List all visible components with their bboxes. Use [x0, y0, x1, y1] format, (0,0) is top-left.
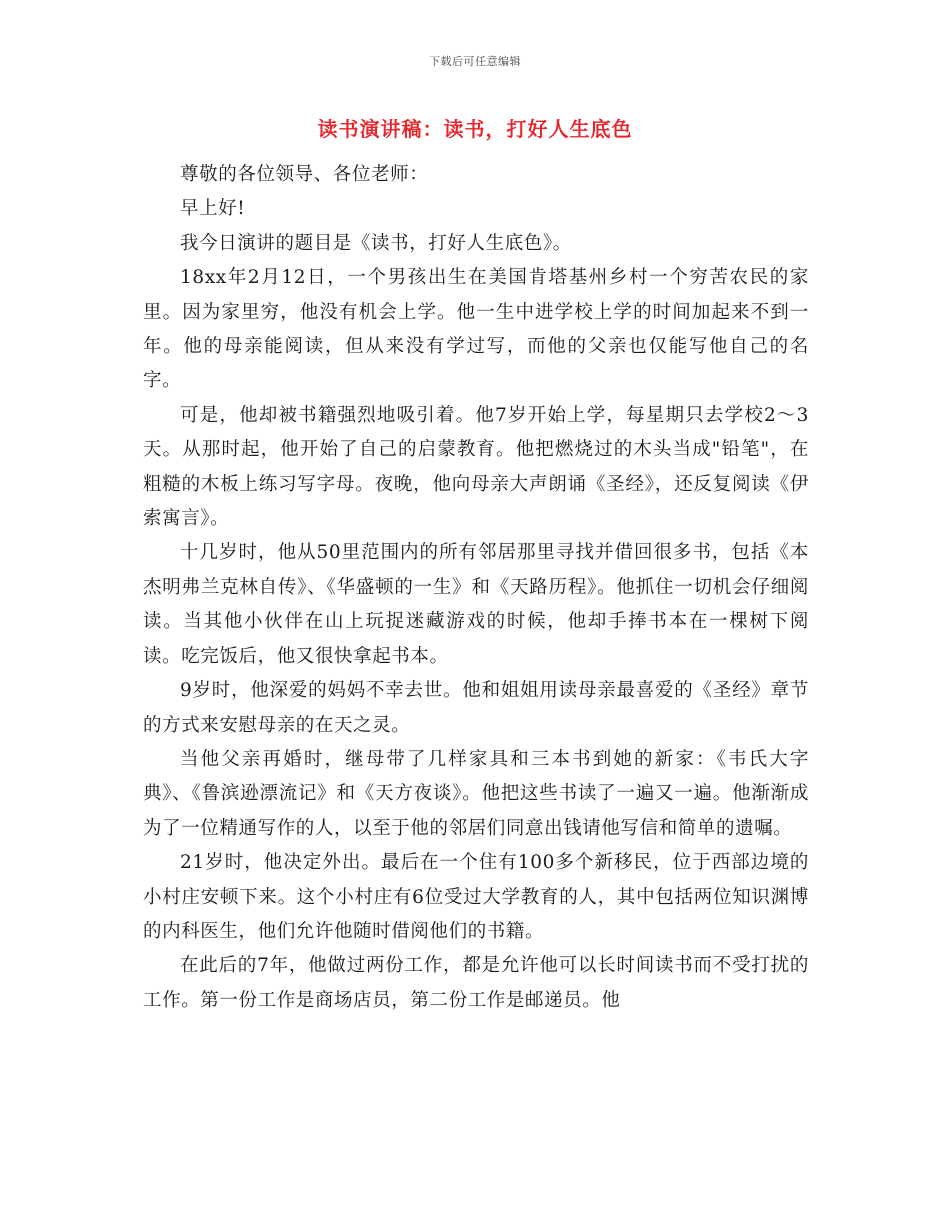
paragraph: 21岁时，他决定外出。最后在一个住有100多个新移民，位于西部边境的小村庄安顿下来。这个小村庄有6位受过大学教育的人，其中包括两位知识渊博的内科医生，他们允许他随时借阅他们的书籍。 — [143, 852, 809, 942]
paragraph-salutation: 尊敬的各位领导、各位老师： — [180, 164, 429, 185]
paragraph: 十几岁时，他从50里范围内的所有邻居那里寻找并借回很多书，包括《本杰明弗兰克林自传》、《华盛顿的一生》和《天路历程》。他抓住一切机会仔细阅读。当其他小伙伴在山上玩捉迷藏游戏的时候，他却手捧书本在一棵树下阅读。吃完饭后，他又很快拿起书本。 — [143, 542, 809, 667]
paragraph: 当他父亲再婚时，继母带了几样家具和三本书到她的新家：《韦氏大字典》、《鲁滨逊漂流记》和《天方夜谈》。他把这些书读了一遍又一遍。他渐渐成为了一位精通写作的人，以至于他的邻居们同意出钱请他写信和简单的遗嘱。 — [143, 748, 809, 839]
paragraph-greeting: 早上好! — [180, 198, 246, 220]
document-title: 读书演讲稿：读书，打好人生底色 — [317, 117, 633, 141]
paragraph: 在此后的7年，他做过两份工作，都是允许他可以长时间读书而不受打扰的工作。第一份工作是商场店员，第二份工作是邮递员。他 — [143, 955, 809, 1011]
paragraph: 可是，他却被书籍强烈地吸引着。他7岁开始上学，每星期只去学校2～3天。从那时起，他开始了自己的启蒙教育。他把燃烧过的木头当成"铅笔"，在粗糙的木板上练习写字母。夜晚，他向母亲大声朗诵《圣经》，还反复阅读《伊索寓言》。 — [143, 404, 809, 530]
paragraph-topic: 我今日演讲的题目是《读书，打好人生底色》。 — [180, 232, 572, 254]
page-header-note: 下载后可任意编辑 — [429, 55, 521, 68]
paragraph: 9岁时，他深爱的妈妈不幸去世。他和姐姐用读母亲最喜爱的《圣经》章节的方式来安慰母亲的在天之灵。 — [143, 680, 809, 736]
paragraph: 18xx年2月12日，一个男孩出生在美国肯塔基州乡村一个穷苦农民的家里。因为家里穷，他没有机会上学。他一生中进学校上学的时间加起来不到一年。他的母亲能阅读，但从来没有学过写，而他的父亲也仅能写他自己的名字。 — [143, 267, 809, 392]
document-body — [143, 158, 809, 1018]
